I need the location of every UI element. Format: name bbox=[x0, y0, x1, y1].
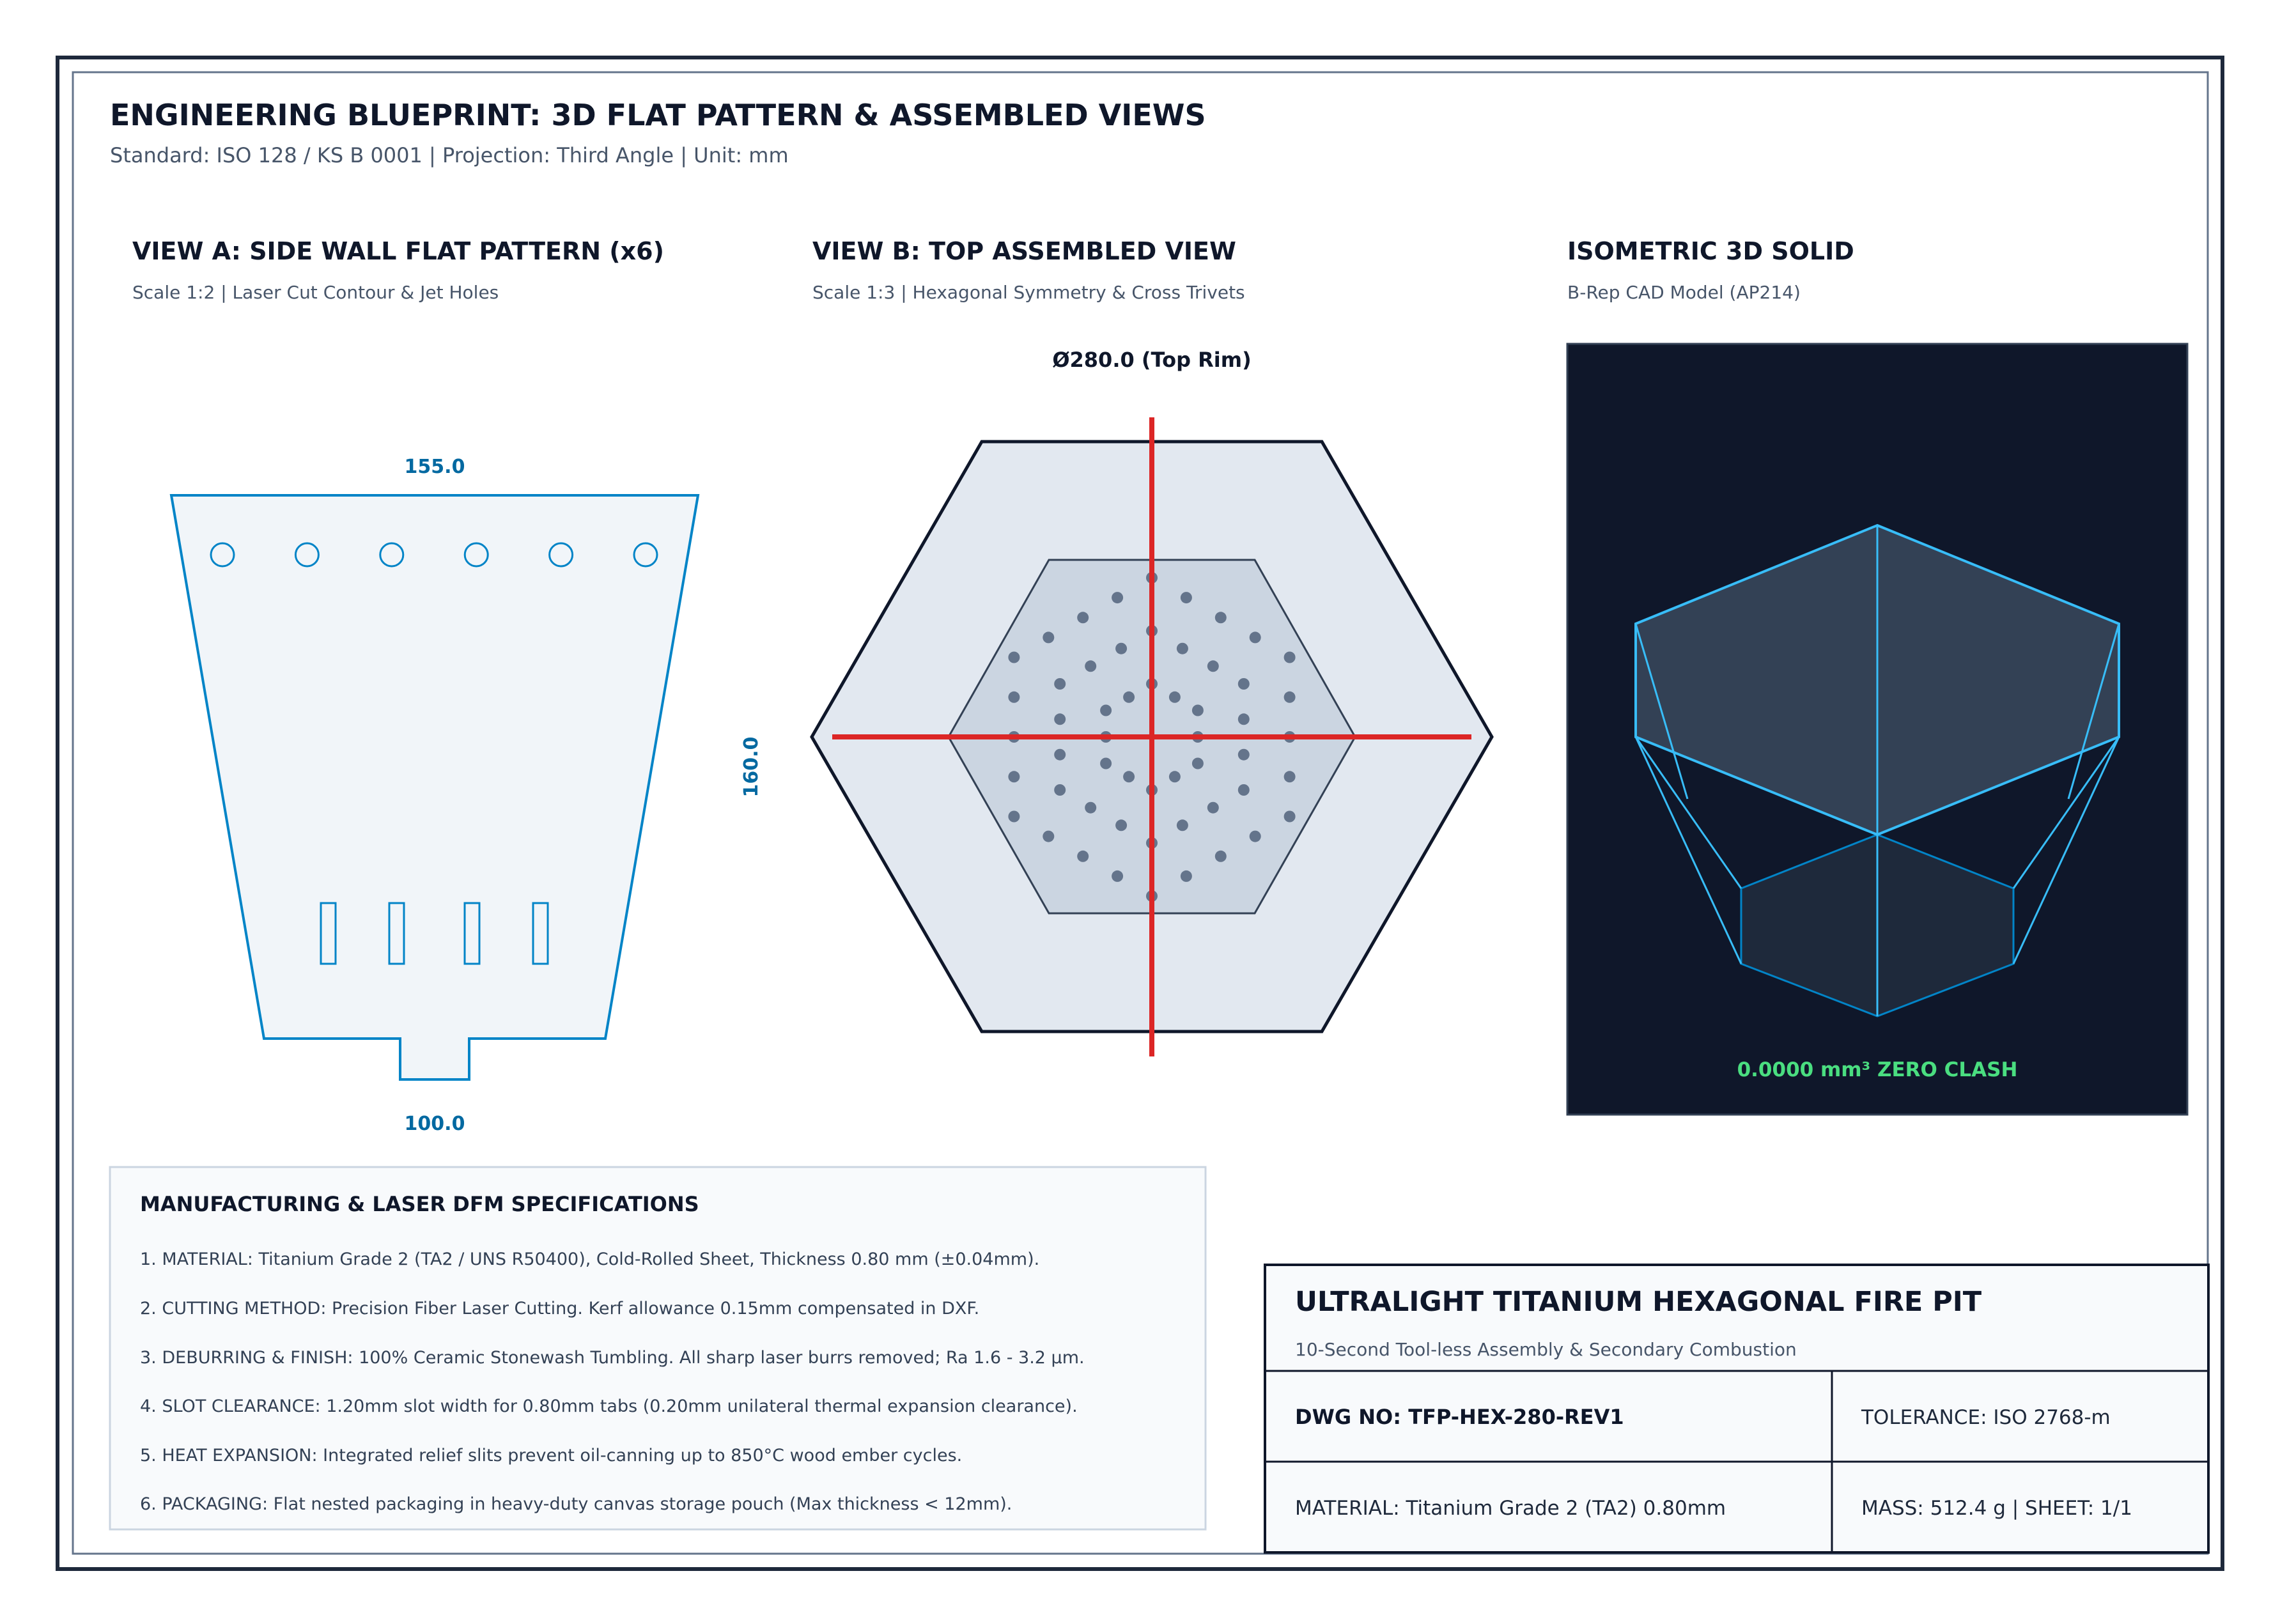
spec-item: 1. MATERIAL: Titanium Grade 2 (TA2 / UNS R50400), Cold-Rolled Sheet, Thickness 0.80 mm (±0.04mm). bbox=[140, 1249, 1040, 1269]
grate-hole bbox=[1238, 749, 1250, 761]
grate-hole bbox=[1100, 758, 1112, 769]
clash-check-label: 0.0000 mm³ ZERO CLASH bbox=[1737, 1058, 2018, 1081]
view-c-isometric bbox=[1567, 344, 2187, 1115]
grate-hole bbox=[1054, 678, 1066, 690]
drawing-number: DWG NO: TFP-HEX-280-REV1 bbox=[1295, 1405, 1624, 1429]
grate-hole bbox=[1192, 705, 1204, 716]
view-b-subtitle: Scale 1:3 | Hexagonal Symmetry & Cross Trivets bbox=[812, 282, 1245, 303]
grate-hole bbox=[1181, 870, 1192, 882]
grate-hole bbox=[1054, 784, 1066, 796]
dim-top-width: 155.0 bbox=[404, 456, 465, 478]
specs-title: MANUFACTURING & LASER DFM SPECIFICATIONS bbox=[140, 1192, 699, 1216]
grate-hole bbox=[1100, 705, 1112, 716]
grate-hole bbox=[1284, 771, 1296, 782]
view-b-top-view bbox=[812, 348, 1492, 1056]
grate-hole bbox=[1169, 692, 1181, 703]
grate-hole bbox=[1085, 802, 1096, 814]
specs-box bbox=[110, 1167, 1206, 1529]
grate-hole bbox=[1284, 692, 1296, 703]
grate-hole bbox=[1043, 831, 1054, 842]
spec-item: 5. HEAT EXPANSION: Integrated relief slits prevent oil-canning up to 850°C wood ember cycles. bbox=[140, 1446, 963, 1465]
grate-hole bbox=[1169, 771, 1181, 782]
grate-hole bbox=[1008, 771, 1020, 782]
dim-top-rim: Ø280.0 (Top Rim) bbox=[1052, 348, 1252, 372]
view-a-title: VIEW A: SIDE WALL FLAT PATTERN (x6) bbox=[132, 237, 664, 265]
grate-hole bbox=[1215, 851, 1227, 862]
grate-hole bbox=[1008, 692, 1020, 703]
grate-hole bbox=[1054, 713, 1066, 725]
grate-hole bbox=[1238, 784, 1250, 796]
grate-hole bbox=[1177, 643, 1188, 654]
view-a-subtitle: Scale 1:2 | Laser Cut Contour & Jet Holes bbox=[132, 282, 499, 303]
spec-item: 3. DEBURRING & FINISH: 100% Ceramic Stonewash Tumbling. All sharp laser burrs removed; Ra 1.6 - 3.2 μm. bbox=[140, 1348, 1085, 1368]
grate-hole bbox=[1238, 678, 1250, 690]
dim-bottom-width: 100.0 bbox=[404, 1113, 465, 1135]
grate-hole bbox=[1207, 802, 1219, 814]
title-block bbox=[1265, 1265, 2208, 1552]
product-name: ULTRALIGHT TITANIUM HEXAGONAL FIRE PIT bbox=[1295, 1286, 1982, 1318]
grate-hole bbox=[1112, 592, 1123, 603]
view-a-flat-pattern bbox=[171, 456, 763, 1135]
view-c-subtitle: B-Rep CAD Model (AP214) bbox=[1567, 282, 1801, 303]
spec-item: 2. CUTTING METHOD: Precision Fiber Laser Cutting. Kerf allowance 0.15mm compensated in DXF. bbox=[140, 1299, 980, 1319]
page-subtitle: Standard: ISO 128 / KS B 0001 | Projection: Third Angle | Unit: mm bbox=[110, 143, 789, 167]
page-title: ENGINEERING BLUEPRINT: 3D FLAT PATTERN & ASSEMBLED VIEWS bbox=[110, 98, 1206, 132]
dim-height: 160.0 bbox=[740, 736, 763, 798]
mass-sheet: MASS: 512.4 g | SHEET: 1/1 bbox=[1861, 1497, 2132, 1520]
grate-hole bbox=[1008, 652, 1020, 663]
material: MATERIAL: Titanium Grade 2 (TA2) 0.80mm bbox=[1295, 1497, 1726, 1520]
grate-hole bbox=[1085, 660, 1096, 672]
grate-hole bbox=[1123, 771, 1135, 782]
product-tagline: 10-Second Tool-less Assembly & Secondary Combustion bbox=[1295, 1339, 1797, 1360]
grate-hole bbox=[1077, 851, 1089, 862]
grate-hole bbox=[1250, 631, 1261, 643]
view-c-title: ISOMETRIC 3D SOLID bbox=[1567, 237, 1854, 265]
grate-hole bbox=[1115, 643, 1127, 654]
grate-hole bbox=[1192, 758, 1204, 769]
grate-hole bbox=[1238, 713, 1250, 725]
spec-item: 4. SLOT CLEARANCE: 1.20mm slot width for 0.80mm tabs (0.20mm unilateral thermal expansion clearance). bbox=[140, 1396, 1078, 1416]
spec-item: 6. PACKAGING: Flat nested packaging in heavy-duty canvas storage pouch (Max thickness < 12mm). bbox=[140, 1494, 1012, 1514]
tolerance: TOLERANCE: ISO 2768-m bbox=[1861, 1406, 2111, 1429]
grate-hole bbox=[1077, 612, 1089, 623]
grate-hole bbox=[1054, 749, 1066, 761]
grate-hole bbox=[1043, 631, 1054, 643]
grate-hole bbox=[1284, 652, 1296, 663]
grate-hole bbox=[1181, 592, 1192, 603]
grate-hole bbox=[1250, 831, 1261, 842]
grate-hole bbox=[1123, 692, 1135, 703]
grate-hole bbox=[1112, 870, 1123, 882]
grate-hole bbox=[1008, 811, 1020, 823]
view-b-title: VIEW B: TOP ASSEMBLED VIEW bbox=[812, 237, 1236, 265]
grate-hole bbox=[1177, 819, 1188, 831]
grate-hole bbox=[1284, 811, 1296, 823]
side-wall-contour bbox=[171, 495, 698, 1079]
grate-hole bbox=[1115, 819, 1127, 831]
grate-hole bbox=[1207, 660, 1219, 672]
grate-hole bbox=[1215, 612, 1227, 623]
